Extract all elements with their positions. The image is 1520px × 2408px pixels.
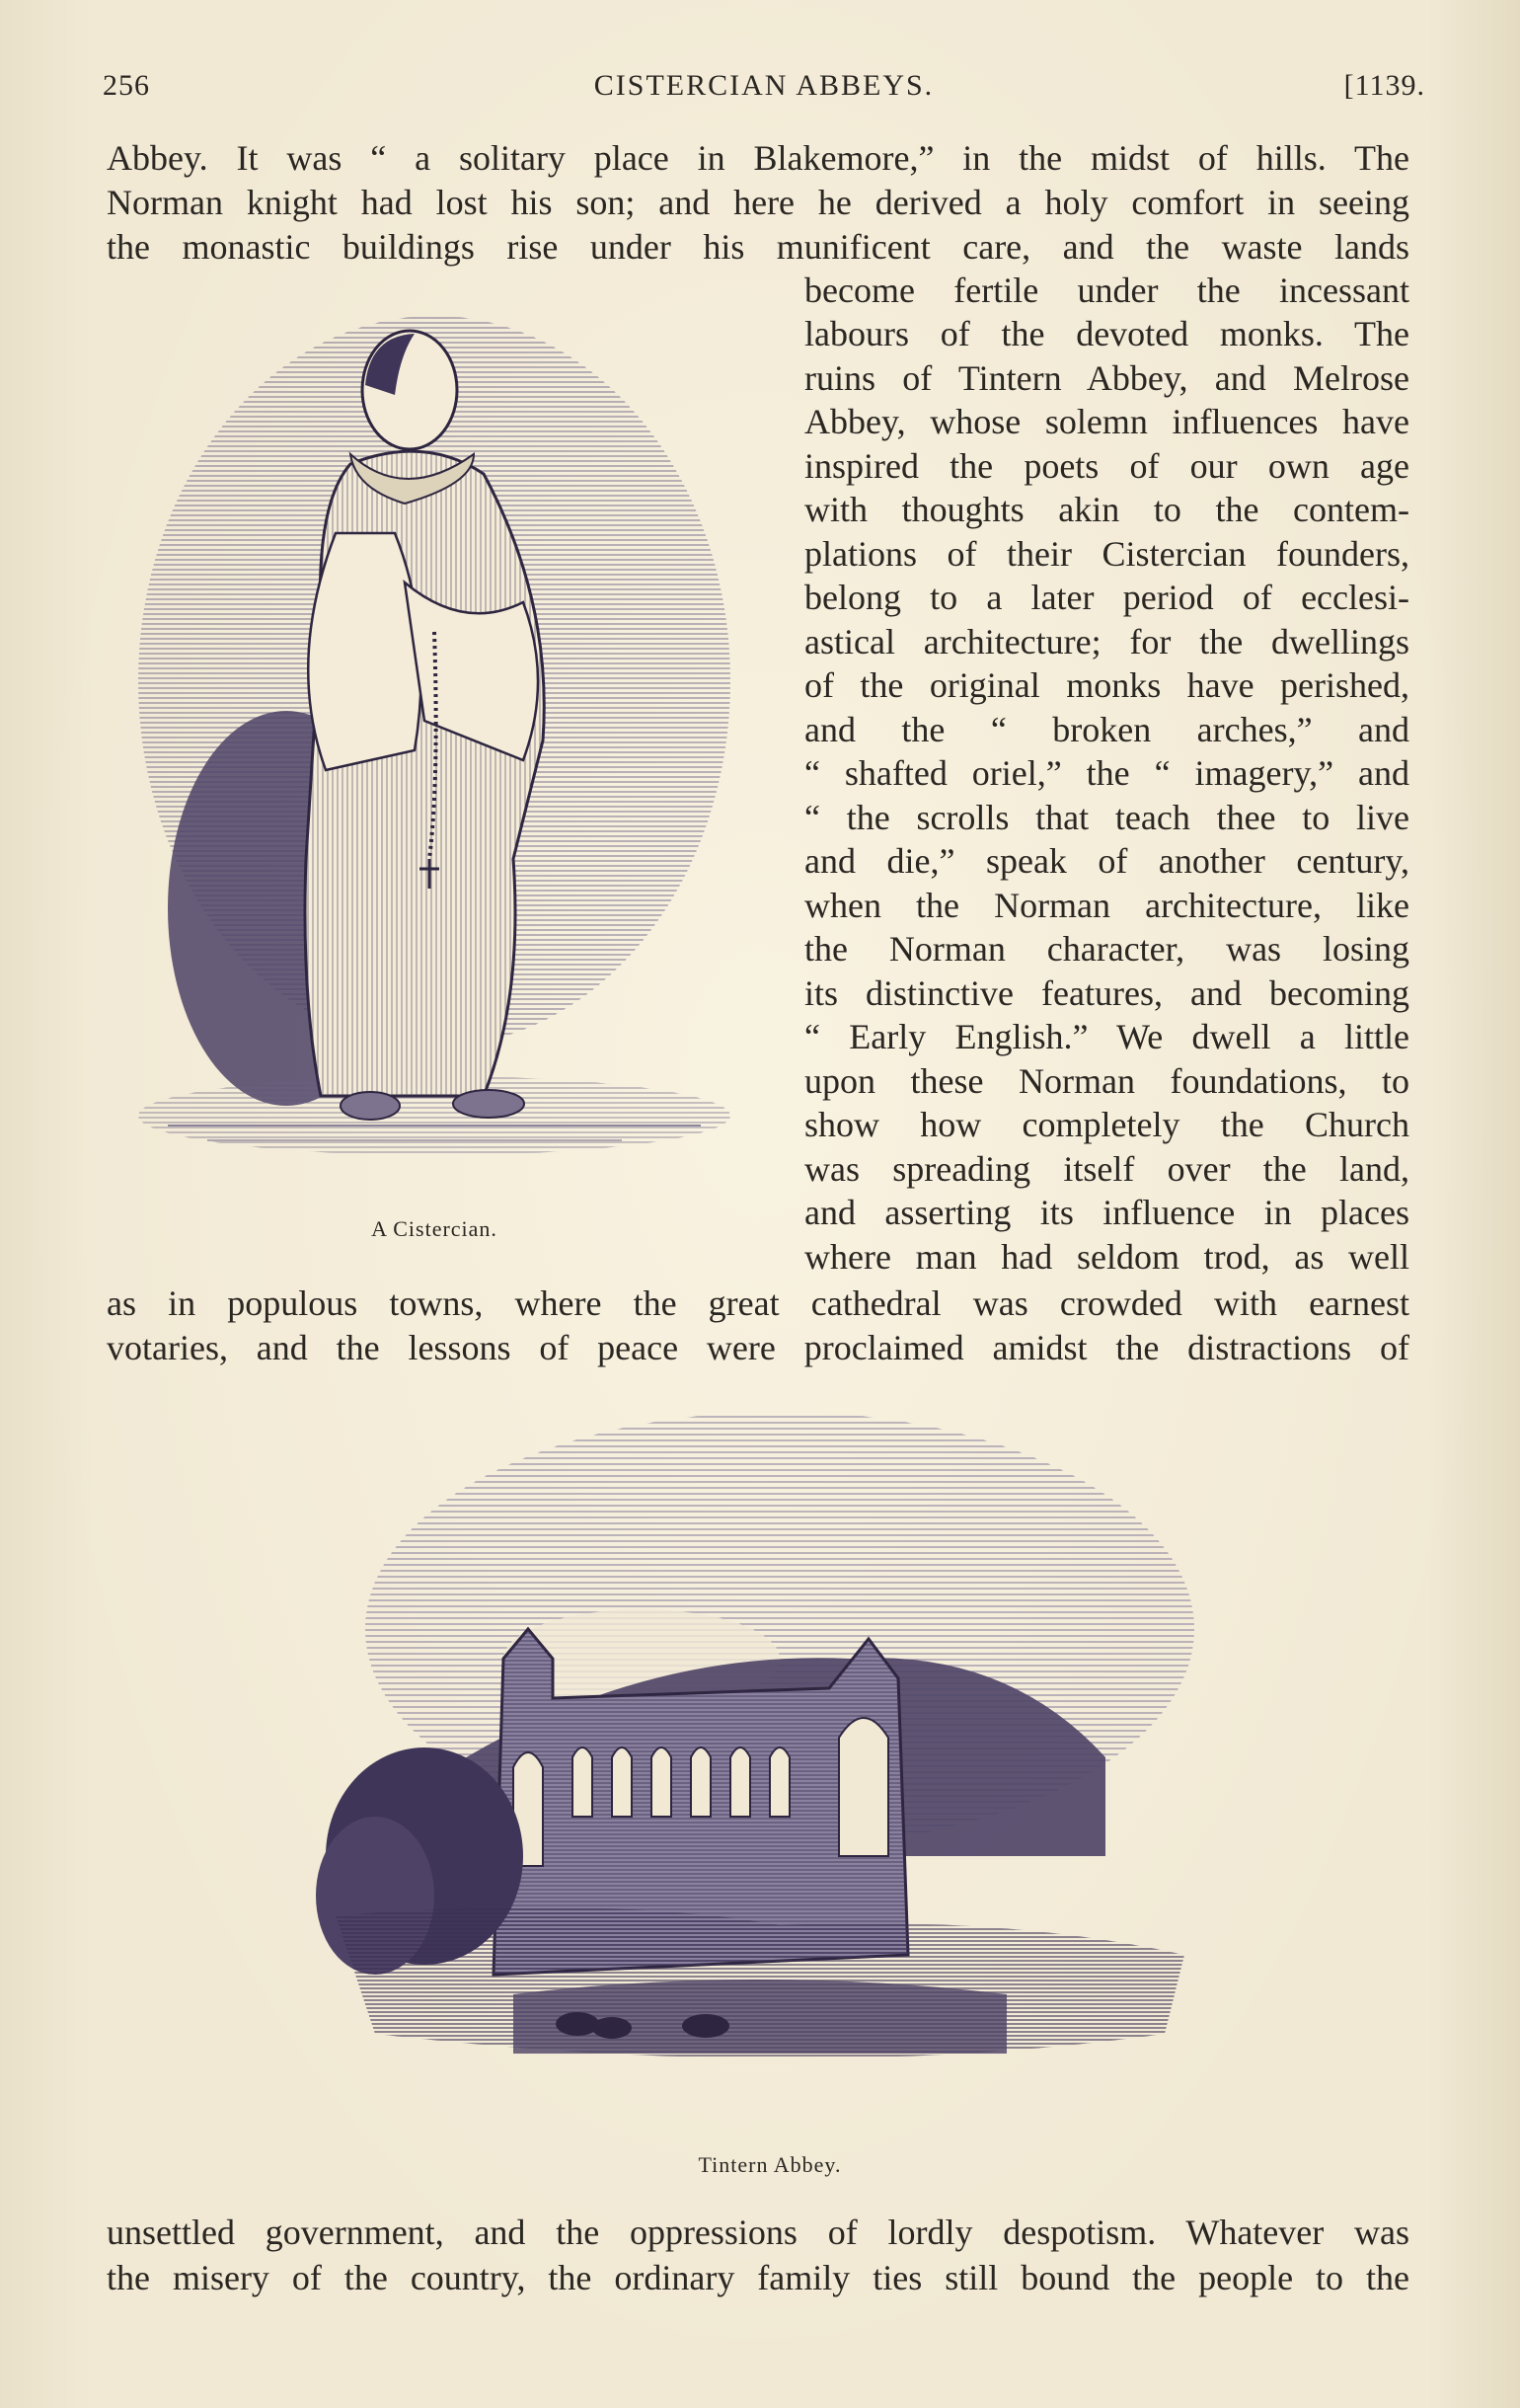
running-header	[103, 69, 1425, 109]
text-line: labours of the devoted monks. The	[804, 314, 1409, 353]
text-line: Norman knight had lost his son; and here he derived a holy comfort in seeing	[107, 183, 1409, 222]
text-line: “ shafted oriel,” the “ imagery,” and	[804, 753, 1409, 793]
text-line: where man had seldom trod, as well	[804, 1237, 1409, 1277]
text-line: show how completely the Church	[804, 1105, 1409, 1144]
figure-cistercian-monk	[109, 306, 770, 1214]
text-line: when the Norman architecture, like	[804, 886, 1409, 925]
figure-tintern-abbey	[316, 1402, 1224, 2133]
text-line: and asserting its influence in places	[804, 1193, 1409, 1232]
text-line: belong to a later period of ecclesi-	[804, 578, 1409, 617]
text-line: become fertile under the incessant	[804, 271, 1409, 310]
text-line: upon these Norman foundations, to	[804, 1061, 1409, 1101]
text-line: with thoughts akin to the contem-	[804, 490, 1409, 529]
text-line: astical architecture; for the dwellings	[804, 622, 1409, 661]
text-line: and die,” speak of another century,	[804, 841, 1409, 881]
text-line: was spreading itself over the land,	[804, 1149, 1409, 1189]
text-line: unsettled government, and the oppressions of lordly despotism. Whatever was	[107, 2213, 1409, 2252]
text-line: “ the scrolls that teach thee to live	[804, 798, 1409, 837]
cistercian-monk-illustration	[109, 306, 770, 1214]
text-line: Abbey. It was “ a solitary place in Blakemore,” in the midst of hills. The	[107, 138, 1409, 178]
running-title: CISTERCIAN ABBEYS.	[593, 69, 935, 102]
tintern-abbey-illustration	[316, 1402, 1224, 2133]
text-line: as in populous towns, where the great cathedral was crowded with earnest	[107, 1283, 1409, 1323]
figure-caption-abbey: Tintern Abbey.	[698, 2152, 842, 2177]
text-line: ruins of Tintern Abbey, and Melrose	[804, 358, 1409, 398]
page-reference: [1139.	[1343, 69, 1425, 102]
text-line: inspired the poets of our own age	[804, 446, 1409, 486]
text-line: votaries, and the lessons of peace were proclaimed amidst the distractions of	[107, 1328, 1409, 1367]
text-line: “ Early English.” We dwell a little	[804, 1017, 1409, 1056]
page-number: 256	[103, 69, 150, 102]
text-line: the misery of the country, the ordinary family ties still bound the people to the	[107, 2258, 1409, 2297]
text-line: the Norman character, was losing	[804, 929, 1409, 969]
text-line: and the “ broken arches,” and	[804, 710, 1409, 749]
text-line: Abbey, whose solemn influences have	[804, 402, 1409, 441]
text-line: plations of their Cistercian founders,	[804, 534, 1409, 574]
figure-caption-monk: A Cistercian.	[371, 1216, 497, 1241]
text-line: its distinctive features, and becoming	[804, 973, 1409, 1013]
text-line: the monastic buildings rise under his munificent care, and the waste lands	[107, 227, 1409, 267]
text-line: of the original monks have perished,	[804, 665, 1409, 705]
